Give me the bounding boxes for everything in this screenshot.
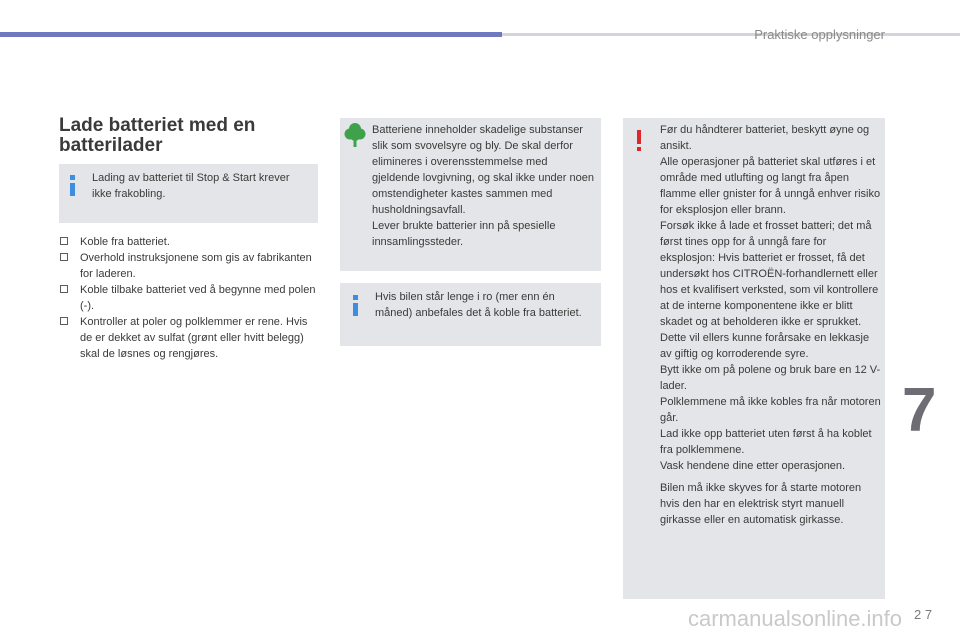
list-item: Kontroller at poler og polklemmer er rene. Hvis de er dekket av sulfat (grønt eller hvitt belegg) skal de løsnes og rengjøres.	[59, 314, 321, 362]
paragraph: Lad ikke opp batteriet uten først å ha koblet fra polklemmene.	[660, 428, 872, 456]
paragraph: Bytt ikke om på polene og bruk bare en 12 V-lader.	[660, 364, 881, 392]
paragraph: Alle operasjoner på batteriet skal utføres i et område med utlufting og langt fra åpen flamme eller gnister for å unngå enhver risiko for eksplosjon eller brann.	[660, 156, 881, 216]
paragraph: Vask hendene dine etter operasjonen.	[660, 460, 846, 472]
checkbox-bullet-icon	[60, 285, 68, 293]
page-number: 2 7	[914, 607, 933, 622]
step-list	[59, 234, 321, 362]
checkbox-bullet-icon	[60, 237, 68, 245]
page-title: Lade batteriet med en batterilader	[59, 115, 256, 156]
paragraph: Før du håndterer batteriet, beskytt øyne og ansikt.	[660, 124, 870, 152]
checkbox-bullet-icon	[60, 253, 68, 261]
info-box-text: Hvis bilen står lenge i ro (mer enn én måned) anbefales det å koble fra batteriet.	[375, 291, 582, 319]
chapter-number: 7	[902, 376, 937, 445]
paragraph: Forsøk ikke å lade et frosset batteri; det må først tines opp for å unngå fare for eksplosjon: Hvis batteriet er frosset, få det undersøkt hos CITROËN-forhandlernett eller hos et kvalifisert verksted, som vil kontrollere at de interne komponentene ikke er blitt skadet og at beholderen ikke er sprukket. Dette vil ellers kunne forårsake en lekkasje av giftig og korroderende syre.	[660, 220, 879, 360]
info-box-stop-start	[59, 164, 318, 223]
eco-box-recycling	[340, 118, 601, 271]
warning-note: Bilen må ikke skyves for å starte motoren hvis den har en elektrisk styrt manuell girkasse eller en automatisk girkasse.	[660, 482, 862, 526]
warning-box	[623, 118, 885, 599]
info-box-long-storage	[340, 283, 601, 346]
header-accent-bar	[0, 32, 502, 37]
paragraph: Batteriene inneholder skadelige substanser slik som svovelsyre og bly. De skal derfor elimineres i overensstemmelse med gjeldende lovgivning, og skal ikke under noen omstendigheter kastes sammen med husholdningsavfall.	[372, 124, 594, 216]
tree-icon	[344, 122, 366, 148]
checkbox-bullet-icon	[60, 317, 68, 325]
section-title: Praktiske opplysninger	[754, 27, 885, 42]
eco-box-text	[372, 122, 594, 250]
header-divider	[502, 33, 960, 36]
watermark: carmanualsonline.info	[688, 606, 903, 631]
info-box-text: Lading av batteriet til Stop & Start krever ikke frakobling.	[92, 172, 290, 200]
list-item: Overhold instruksjonene som gis av fabrikanten for laderen.	[59, 250, 321, 282]
list-item: Koble fra batteriet.	[59, 234, 321, 250]
paragraph: Lever brukte batterier inn på spesielle innsamlingssteder.	[372, 220, 556, 248]
list-item: Koble tilbake batteriet ved å begynne med polen (-).	[59, 282, 321, 314]
paragraph: Polklemmene må ikke kobles fra når motoren går.	[660, 396, 881, 424]
warning-box-text	[660, 122, 882, 528]
